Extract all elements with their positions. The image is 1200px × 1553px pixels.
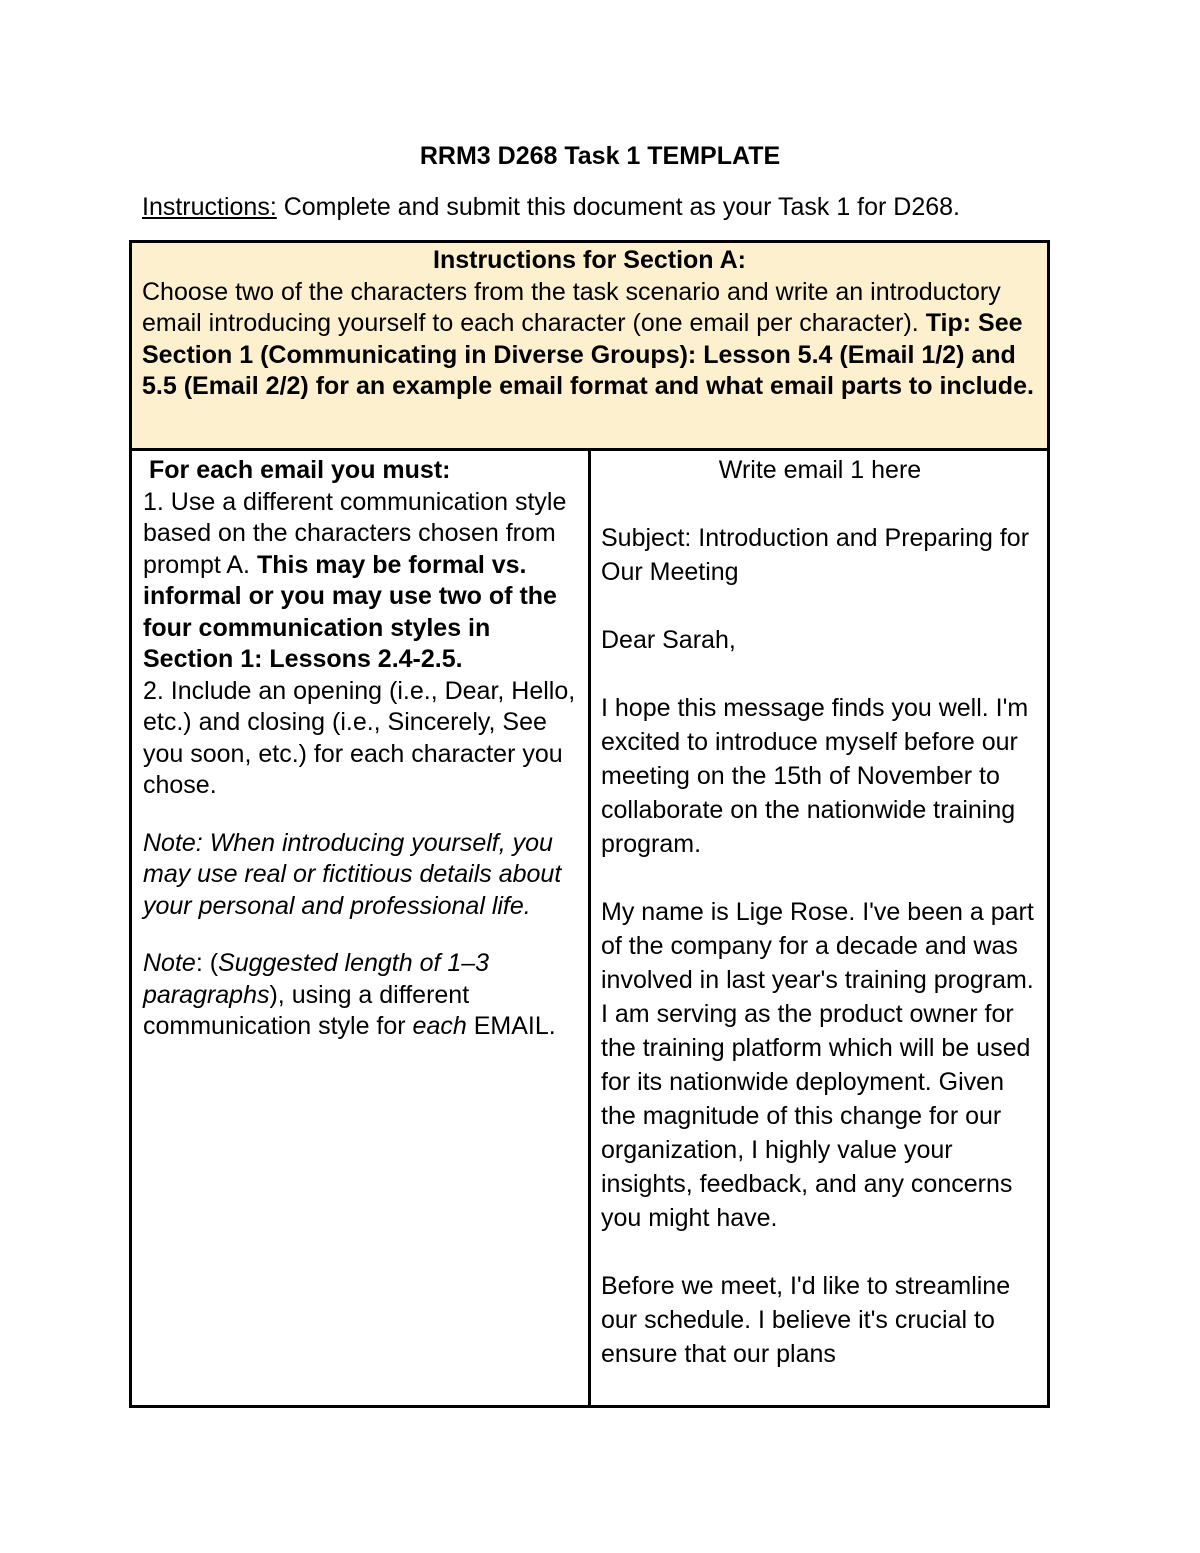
email-1-heading: Write email 1 here [718,456,922,484]
note-length-end: EMAIL. [466,1012,556,1040]
email-1-paragraph-1: I hope this message finds you well. I'm excited to introduce myself before our meeting on the 15th of November to collaborate on the nationwide training program. [601,694,1029,858]
note-length-mid: ), using a different communication style for [143,980,470,1040]
section-a-heading: Instructions for Section A: [433,246,746,274]
section-a-text [142,277,1037,403]
instructions-text: Complete and submit this document as your Task 1 for D268. [276,193,960,221]
note-length-each: each [412,1012,467,1040]
note-length-colon: : ( [195,949,219,977]
note-personal-details: Note: When introducing yourself, you may use real or fictitious details about your personal and professional life. [143,828,562,920]
note-length-italic: Suggested length of 1–3 paragraphs [143,949,490,1009]
task-table [129,240,1050,1408]
email-1-paragraph-3: Before we meet, I'd like to streamline our schedule. I believe it's crucial to ensure that our plans [601,1272,1011,1368]
email-1-greeting: Dear Sarah, [601,626,736,654]
note-length [143,948,580,1043]
email-1-paragraph-2: My name is Lige Rose. I've been a part of the company for a decade and was involved in last year's training program. I am serving as the product owner for the training platform which will be used for its nationwide deployment. Given the magnitude of this change for our organization, I highly value your insights, feedback, and any concerns you might have. [601,898,1034,1232]
requirements-heading: For each email you must: [149,456,451,484]
page-title: RRM3 D268 Task 1 TEMPLATE [419,142,781,170]
section-a-cell [131,242,1049,450]
section-a-body: Choose two of the characters from the task scenario and write an introductory email introducing yourself to each character (one email per character). [142,277,1001,337]
requirements-cell [131,450,590,1407]
requirement-item-1 [143,487,580,676]
section-a-tip: Tip: See Section 1 (Communicating in Diverse Groups): Lesson 5.4 (Email 1/2) and 5.5 (Email 2/2) for an example email format and what email parts to include. [142,309,1034,400]
note-length-prefix: Note [143,949,196,977]
email-1-subject: Subject: Introduction and Preparing for Our Meeting [601,524,1030,586]
requirement-item-1-text: 1. Use a different communication style based on the characters chosen from prompt A. [143,487,567,579]
requirement-item-2: 2. Include an opening (i.e., Dear, Hello, etc.) and closing (i.e., Sincerely, See you soon, etc.) for each character you chose. [143,676,576,799]
requirement-item-1-bold: This may be formal vs. informal or you may use two of the four communication styles in Section 1: Lessons 2.4-2.5. [143,550,557,673]
email-1-cell[interactable] [590,450,1049,1407]
instructions-line [142,193,960,222]
instructions-label: Instructions: [142,193,277,221]
